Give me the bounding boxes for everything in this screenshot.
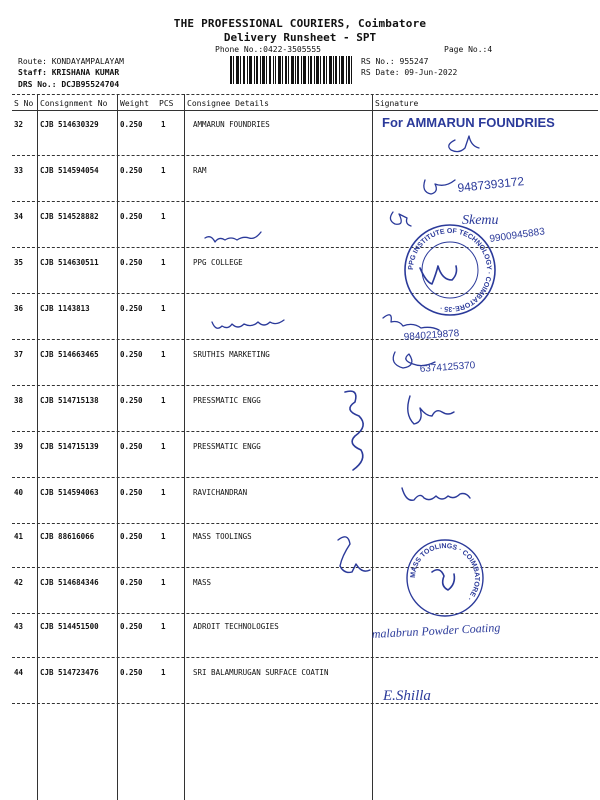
col-sno: S No [14,99,34,108]
row-weight: 0.250 [120,442,143,451]
row-pcs: 1 [161,258,166,267]
row-consignee: PPG COLLEGE [193,258,243,267]
signature-mark [383,315,439,330]
ppg-stamp-icon [405,225,495,315]
signature-mark [390,212,411,226]
row-weight: 0.250 [120,350,143,359]
row-consignee: MASS TOOLINGS [193,532,252,541]
row-pcs: 1 [161,350,166,359]
handwritten-phone: 9900945883 [488,226,546,245]
signature-mark [205,232,261,242]
row-consignee: ADROIT TECHNOLOGIES [193,622,279,631]
row-sno: 44 [14,668,24,677]
signature-mark [338,537,370,573]
phone-number: Phone No.:0422-3505555 [215,45,321,54]
row-pcs: 1 [161,622,166,631]
row-consignee: MASS [193,578,212,587]
handwritten-signature: malabrun Powder Coating [371,620,501,641]
handwritten-signature: E.Shilla [383,688,431,704]
row-consignment: CJB 514528882 [40,212,99,221]
row-consignment: CJB 514630329 [40,120,99,129]
row-consignment: CJB 514684346 [40,578,99,587]
row-weight: 0.250 [120,488,143,497]
row-consignment: CJB 514630511 [40,258,99,267]
handwritten-signature: Skemu [462,213,499,228]
row-weight: 0.250 [120,532,143,541]
row-consignee: RAM [193,166,207,175]
runsheet-subtitle: Delivery Runsheet - SPT [223,31,377,44]
col-consignment: Consignment No [40,99,108,108]
row-consignment: CJB 514594063 [40,488,99,497]
row-sno: 35 [14,258,24,267]
row-pcs: 1 [161,396,166,405]
row-weight: 0.250 [120,166,143,175]
row-sno: 42 [14,578,24,587]
row-sno: 38 [14,396,24,405]
company-title: THE PROFESSIONAL COURIERS, Coimbatore [173,17,427,30]
rs-date: RS Date: 09-Jun-2022 [361,68,458,77]
row-pcs: 1 [161,578,166,587]
row-sno: 40 [14,488,24,497]
row-pcs: 1 [161,488,166,497]
handwritten-phone: 9487393172 [456,174,525,195]
row-weight: 0.250 [120,120,143,129]
row-consignment: CJB 88616066 [40,532,95,541]
row-consignment: CJB 1143813 [40,304,90,313]
row-sno: 32 [14,120,24,129]
drs-number: DRS No.: DCJB95524704 [18,80,120,89]
route-label: Route: KONDAYAMPALAYAM [18,57,124,66]
row-pcs: 1 [161,166,166,175]
col-weight: Weight [120,99,149,108]
row-consignee: RAVICHANDRAN [193,488,248,497]
signature-mark [424,180,455,194]
row-consignment: CJB 514715138 [40,396,99,405]
ammarun-stamp: For AMMARUN FOUNDRIES [382,115,555,130]
row-pcs: 1 [161,442,166,451]
row-sno: 34 [14,212,24,221]
signature-mark [345,391,363,470]
row-consignment: CJB 514663465 [40,350,99,359]
row-weight: 0.250 [120,258,143,267]
handwritten-phone: 9840219878 [403,328,460,343]
col-signature: Signature [375,99,419,108]
signature-mark [212,320,284,328]
signature-mark [449,136,479,152]
row-consignment: CJB 514594054 [40,166,99,175]
row-consignment: CJB 514723476 [40,668,99,677]
row-sno: 36 [14,304,24,313]
row-pcs: 1 [161,304,166,313]
signature-mark [420,266,457,284]
row-weight: 0.250 [120,668,143,677]
mass-stamp-ring-text: MASS TOOLINGS · COIMBATORE · [409,542,481,602]
row-sno: 43 [14,622,24,631]
rs-number: RS No.: 955247 [361,57,429,66]
row-sno: 37 [14,350,24,359]
row-consignment: CJB 514715139 [40,442,99,451]
row-sno: 33 [14,166,24,175]
row-weight: 0.250 [120,622,143,631]
row-consignee: SRI BALAMURUGAN SURFACE COATIN [193,668,329,677]
row-pcs: 1 [161,120,166,129]
row-sno: 41 [14,532,24,541]
row-weight: 0.250 [120,578,143,587]
col-consignee: Consignee Details [187,99,269,108]
signature-mark [432,570,454,590]
handwritten-phone: 6374125370 [419,360,476,375]
row-consignee: PRESSMATIC ENGG [193,442,261,451]
ppg-stamp-ring-text: PPG INSTITUTE OF TECHNOLOGY · COIMBATORE-35 · [407,227,493,313]
row-pcs: 1 [161,532,166,541]
staff-label: Staff: KRISHANA KUMAR [18,68,120,77]
mass-stamp-icon [407,540,483,616]
col-pcs: PCS [159,99,174,108]
row-consignee: SRUTHIS MARKETING [193,350,270,359]
svg-text:MASS TOOLINGS · COIMBATORE · [410,543,480,602]
signature-mark [408,396,454,424]
row-weight: 0.250 [120,304,143,313]
row-pcs: 1 [161,212,166,221]
row-weight: 0.250 [120,396,143,405]
row-weight: 0.250 [120,212,143,221]
signature-mark [402,488,470,500]
page-number: Page No.:4 [444,45,493,54]
row-consignment: CJB 514451500 [40,622,99,631]
row-sno: 39 [14,442,24,451]
row-consignee: AMMARUN FOUNDRIES [193,120,270,129]
row-consignee: PRESSMATIC ENGG [193,396,261,405]
row-pcs: 1 [161,668,166,677]
